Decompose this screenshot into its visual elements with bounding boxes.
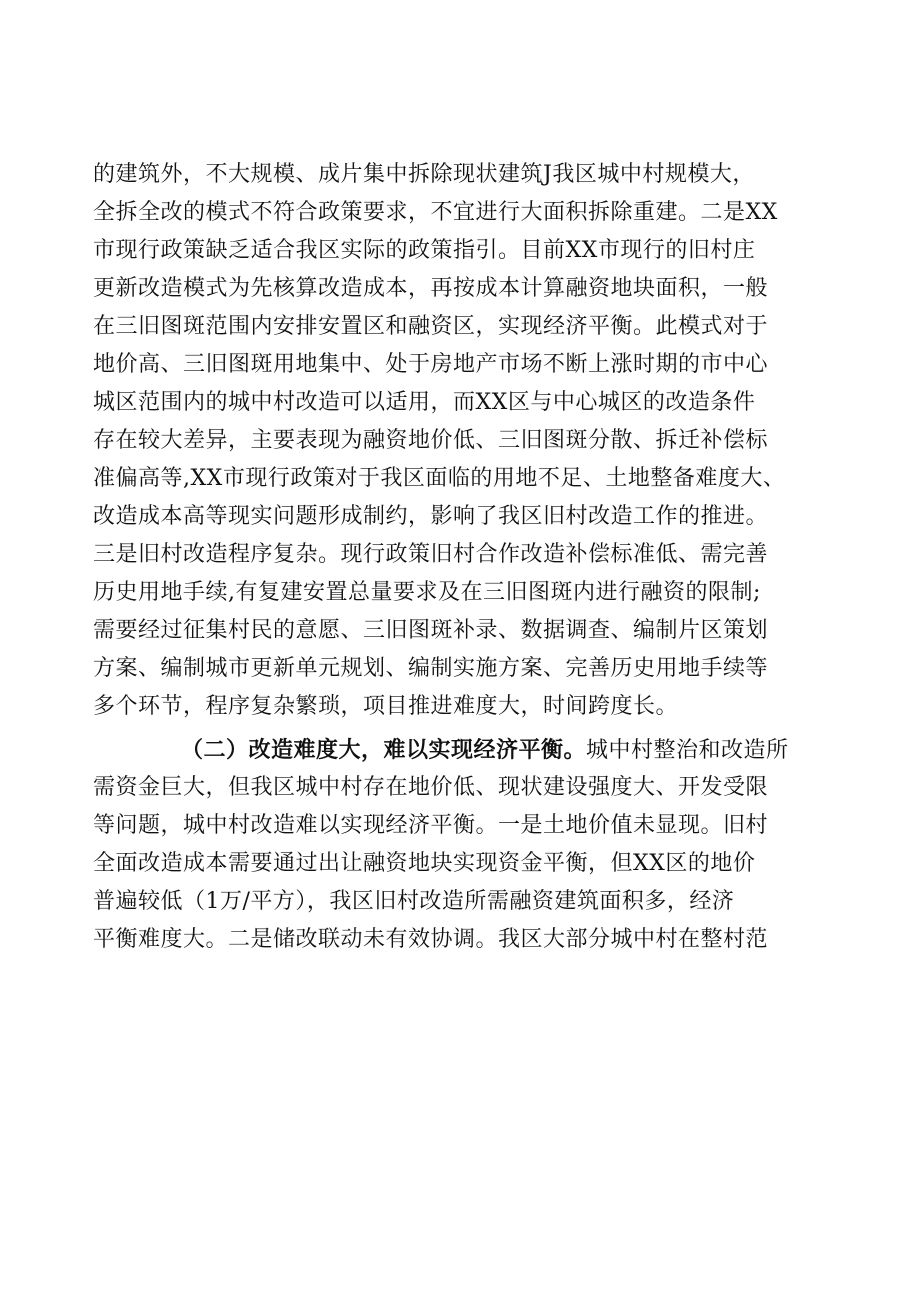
text-line: 市现行政策缺乏适合我区实际的政策指引。目前XX市现行的旧村庄 (93, 238, 756, 263)
paragraph-continuation (93, 156, 833, 726)
text-line: 改造成本高等现实问题形成制约，影响了我区旧村改造工作的推进。 (93, 504, 769, 529)
text-line: 在三旧图斑范围内安排安置区和融资区，实现经济平衡。此模式对于 (93, 314, 769, 339)
text-line: 全面改造成本需要通过出让融资地块实现资金平衡，但XX区的地价 (93, 851, 756, 876)
text-line: 地价高、三旧图斑用地集中、处于房地产市场不断上涨时期的市中心 (93, 352, 769, 377)
text-line: 需要经过征集村民的意愿、三旧图斑补录、数据调查、编制片区策划 (93, 618, 769, 643)
paragraph-section-2 (93, 731, 833, 959)
text-line: 历史用地手续,有复建安置总量要求及在三旧图斑内进行融资的限制; (93, 580, 761, 605)
text-line: 三是旧村改造程序复杂。现行政策旧村合作改造补偿标准低、需完善 (93, 542, 769, 567)
text-line: 准偏高等,XX市现行政策对于我区面临的用地不足、土地整备难度大、 (93, 466, 786, 491)
heading-line-rest: 城中村整治和改造所 (586, 738, 789, 763)
text-line: 平衡难度大。二是储改联动未有效协调。我区大部分城中村在整村范 (93, 927, 769, 952)
section-heading: （二）改造难度大，难以实现经济平衡。 (181, 737, 587, 763)
text-line: 更新改造模式为先核算改造成本，再按成本计算融资地块面积，一般 (93, 276, 769, 301)
text-line: 多个环节，程序复杂繁琐，项目推进难度大，时间跨度长。 (93, 694, 679, 719)
text-line: 需资金巨大，但我区城中村存在地价低、现状建设强度大、开发受限 (93, 775, 769, 800)
text-line: 普遍较低（1万/平方），我区旧村改造所需融资建筑面积多，经济 (93, 889, 735, 914)
text-line: 等问题，城中村改造难以实现经济平衡。一是土地价值未显现。旧村 (93, 813, 769, 838)
text-line: 方案、编制城市更新单元规划、编制实施方案、完善历史用地手续等 (93, 656, 769, 681)
text-line: 全拆全改的模式不符合政策要求，不宜进行大面积拆除重建。二是XX (93, 200, 778, 225)
text-line: 城区范围内的城中村改造可以适用，而XX区与中心城区的改造条件 (93, 390, 756, 415)
text-line: 存在较大差异，主要表现为融资地价低、三旧图斑分散、拆迁补偿标 (93, 428, 769, 453)
text-line: 的建筑外，不大规模、成片集中拆除现状建筑J我区城中村规模大， (93, 162, 755, 187)
section-heading-line (93, 731, 833, 769)
